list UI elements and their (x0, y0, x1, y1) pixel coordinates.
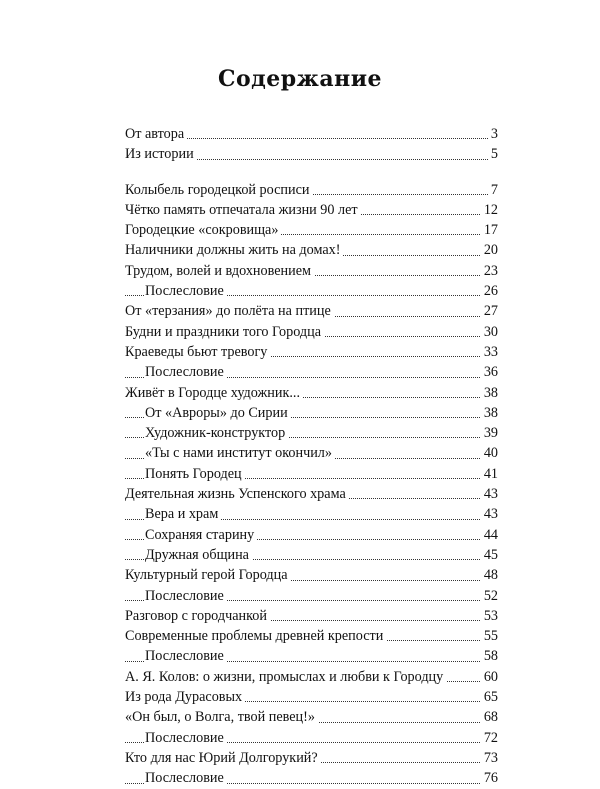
toc-subentry (125, 464, 498, 484)
toc-entry (125, 301, 498, 321)
toc-subentry (125, 403, 498, 423)
toc-entry-title: Понять Городец (145, 466, 245, 482)
toc-subentry (125, 281, 498, 301)
toc-page-number: 20 (481, 240, 498, 260)
toc-page-number: 26 (481, 281, 498, 301)
toc-entry-title: Послесловие (145, 283, 227, 299)
toc-entry-title: «Он был, о Волга, твой певец!» (125, 709, 318, 725)
toc-entry-title: Разговор с городчанкой (125, 608, 270, 624)
table-of-contents (125, 124, 498, 789)
toc-page-number: 41 (481, 464, 498, 484)
toc-entry-title: Живёт в Городце художник... (125, 385, 303, 401)
toc-entry (125, 626, 498, 646)
toc-entry-title: Послесловие (145, 770, 227, 786)
toc-entry (125, 261, 498, 281)
toc-subentry (125, 646, 498, 666)
toc-entry-title: Будни и праздники того Городца (125, 324, 324, 340)
toc-entry-title: Сохраняя старину (145, 527, 257, 543)
toc-subentry (125, 443, 498, 463)
toc-entry-title: Послесловие (145, 364, 227, 380)
toc-page-number: 65 (481, 687, 498, 707)
toc-page-number: 27 (481, 301, 498, 321)
toc-entry (125, 687, 498, 707)
toc-page-number: 23 (481, 261, 498, 281)
toc-entry (125, 220, 498, 240)
toc-page-number: 38 (481, 403, 498, 423)
toc-entry (125, 484, 498, 504)
toc-page-number: 48 (481, 565, 498, 585)
toc-page-number: 53 (481, 606, 498, 626)
toc-entry (125, 200, 498, 220)
toc-entry-title: Из истории (125, 146, 197, 162)
toc-entry-title: От автора (125, 126, 187, 142)
toc-entry-title: Городецкие «сокровища» (125, 222, 281, 238)
toc-page-number: 72 (481, 728, 498, 748)
toc-page-number: 73 (481, 748, 498, 768)
toc-entry (125, 124, 498, 144)
toc-entry-title: Послесловие (145, 648, 227, 664)
toc-entry (125, 565, 498, 585)
toc-page-number: 33 (481, 342, 498, 362)
toc-page-number: 39 (481, 423, 498, 443)
toc-subentry (125, 525, 498, 545)
toc-page-number: 55 (481, 626, 498, 646)
toc-entry (125, 322, 498, 342)
toc-page-number: 43 (481, 504, 498, 524)
toc-entry-title: Деятельная жизнь Успенского храма (125, 486, 349, 502)
toc-page-number: 17 (481, 220, 498, 240)
toc-subentry (125, 768, 498, 788)
toc-entry-title: Дружная община (145, 547, 252, 563)
toc-page-number: 38 (481, 383, 498, 403)
toc-page-number: 68 (481, 707, 498, 727)
page-title: Содержание (217, 66, 383, 92)
toc-page-number: 40 (481, 443, 498, 463)
toc-page-number: 58 (481, 646, 498, 666)
toc-subentry (125, 504, 498, 524)
toc-entry-title: Наличники должны жить на домах! (125, 242, 343, 258)
toc-entry (125, 180, 498, 200)
toc-subentry (125, 728, 498, 748)
toc-entry-title: Послесловие (145, 588, 227, 604)
toc-entry (125, 144, 498, 164)
toc-page-number: 52 (481, 586, 498, 606)
toc-entry (125, 748, 498, 768)
toc-page-number: 30 (481, 322, 498, 342)
toc-page-number: 43 (481, 484, 498, 504)
toc-page-number: 76 (481, 768, 498, 788)
toc-entry (125, 342, 498, 362)
toc-entry-title: Чётко память отпечатала жизни 90 лет (125, 202, 361, 218)
toc-entry-title: Вера и храм (145, 506, 221, 522)
toc-subentry (125, 545, 498, 565)
toc-subentry (125, 362, 498, 382)
toc-page-number: 7 (488, 180, 498, 200)
toc-entry-title: От «Авроры» до Сирии (145, 405, 291, 421)
toc-entry-title: А. Я. Колов: о жизни, промыслах и любви к Городцу (125, 669, 446, 685)
toc-entry-title: Из рода Дурасовых (125, 689, 245, 705)
toc-page-number: 3 (488, 124, 498, 144)
toc-page-number: 5 (488, 144, 498, 164)
toc-entry-title: Колыбель городецкой росписи (125, 182, 312, 198)
toc-page-number: 44 (481, 525, 498, 545)
toc-page-number: 45 (481, 545, 498, 565)
toc-entry-title: Послесловие (145, 730, 227, 746)
toc-entry (125, 707, 498, 727)
toc-page-number: 60 (481, 667, 498, 687)
toc-entry-title: Художник-конструктор (145, 425, 288, 441)
toc-entry-title: Современные проблемы древней крепости (125, 628, 386, 644)
toc-entry-title: Трудом, волей и вдохновением (125, 263, 314, 279)
toc-entry (125, 383, 498, 403)
toc-entry-title: Кто для нас Юрий Долгорукий? (125, 750, 321, 766)
toc-entry (125, 606, 498, 626)
toc-subentry (125, 423, 498, 443)
toc-entry-title: Краеведы бьют тревогу (125, 344, 270, 360)
toc-page-number: 36 (481, 362, 498, 382)
toc-entry-title: «Ты с нами институт окончил» (145, 445, 335, 461)
toc-entry-title: Культурный герой Городца (125, 567, 291, 583)
toc-entry (125, 240, 498, 260)
toc-page-number: 12 (481, 200, 498, 220)
toc-entry-title: От «терзания» до полёта на птице (125, 303, 334, 319)
toc-entry (125, 667, 498, 687)
toc-subentry (125, 586, 498, 606)
